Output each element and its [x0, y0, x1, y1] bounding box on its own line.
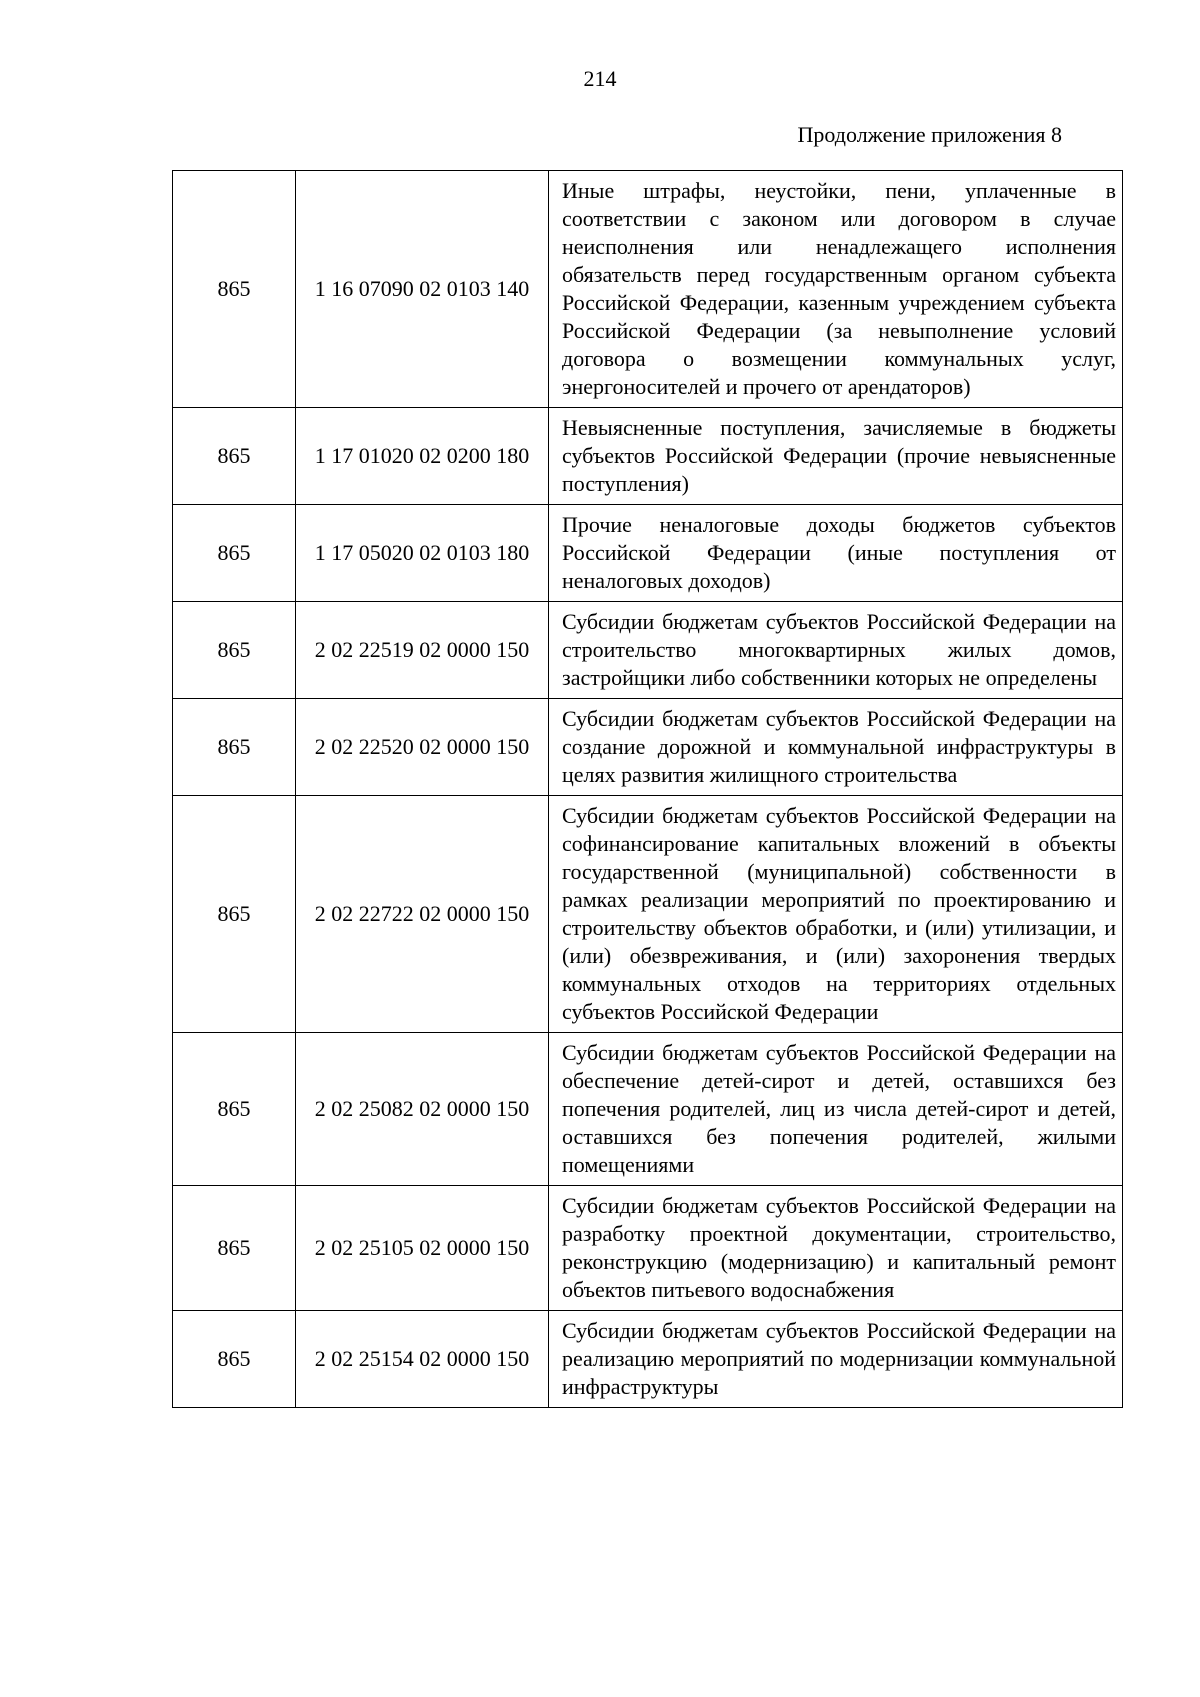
kbk-code-cell: 1 17 01020 02 0200 180 — [296, 408, 549, 505]
table-row — [173, 602, 1123, 699]
appendix-continuation-note: Продолжение приложения 8 — [797, 122, 1062, 147]
description-cell: Иные штрафы, неустойки, пени, уплаченные в соответствии с законом или договором в случае неисполнения или ненадлежащего исполнения обязательств перед государственным органом субъекта Российской Федерации, казенным учреждением субъекта Российской Федерации (за невыполнение условий договора о возмещении коммунальных услуг, энергоносителей и прочего от арендаторов) — [549, 171, 1123, 408]
description-cell: Субсидии бюджетам субъектов Российской Федерации на создание дорожной и коммунальной инфраструктуры в целях развития жилищного строительства — [549, 699, 1123, 796]
admin-code-cell: 865 — [173, 602, 296, 699]
description-cell: Субсидии бюджетам субъектов Российской Федерации на строительство многоквартирных жилых домов, застройщики либо собственники которых не определены — [549, 602, 1123, 699]
kbk-code-cell: 2 02 25105 02 0000 150 — [296, 1186, 549, 1311]
admin-code-cell: 865 — [173, 1311, 296, 1408]
admin-code-cell: 865 — [173, 408, 296, 505]
description-cell: Субсидии бюджетам субъектов Российской Федерации на обеспечение детей-сирот и детей, оставшихся без попечения родителей, лиц из числа детей-сирот и детей, оставшихся без попечения родителей, жилыми помещениями — [549, 1033, 1123, 1186]
kbk-code-cell: 2 02 25082 02 0000 150 — [296, 1033, 549, 1186]
table-row — [173, 1186, 1123, 1311]
table-row — [173, 171, 1123, 408]
table-row — [173, 1033, 1123, 1186]
table-row — [173, 1311, 1123, 1408]
description-cell: Невыясненные поступления, зачисляемые в бюджеты субъектов Российской Федерации (прочие невыясненные поступления) — [549, 408, 1123, 505]
description-cell: Прочие неналоговые доходы бюджетов субъектов Российской Федерации (иные поступления от неналоговых доходов) — [549, 505, 1123, 602]
kbk-code-cell: 2 02 22519 02 0000 150 — [296, 602, 549, 699]
page-number: 214 — [583, 66, 617, 91]
admin-code-cell: 865 — [173, 1033, 296, 1186]
kbk-code-cell: 2 02 22722 02 0000 150 — [296, 796, 549, 1033]
table-row — [173, 699, 1123, 796]
revenue-codes-table — [172, 170, 1123, 1408]
description-cell: Субсидии бюджетам субъектов Российской Федерации на разработку проектной документации, строительство, реконструкцию (модернизацию) и капитальный ремонт объектов питьевого водоснабжения — [549, 1186, 1123, 1311]
table-row — [173, 408, 1123, 505]
kbk-code-cell: 1 17 05020 02 0103 180 — [296, 505, 549, 602]
admin-code-cell: 865 — [173, 796, 296, 1033]
table-row — [173, 505, 1123, 602]
admin-code-cell: 865 — [173, 699, 296, 796]
description-cell: Субсидии бюджетам субъектов Российской Федерации на софинансирование капитальных вложений в объекты государственной (муниципальной) собственности в рамках реализации мероприятий по проектированию и строительству объектов обработки, и (или) утилизации, и (или) обезвреживания, и (или) захоронения твердых коммунальных отходов на территориях отдельных субъектов Российской Федерации — [549, 796, 1123, 1033]
kbk-code-cell: 2 02 25154 02 0000 150 — [296, 1311, 549, 1408]
kbk-code-cell: 1 16 07090 02 0103 140 — [296, 171, 549, 408]
kbk-code-cell: 2 02 22520 02 0000 150 — [296, 699, 549, 796]
description-cell: Субсидии бюджетам субъектов Российской Федерации на реализацию мероприятий по модернизации коммунальной инфраструктуры — [549, 1311, 1123, 1408]
admin-code-cell: 865 — [173, 505, 296, 602]
table-row — [173, 796, 1123, 1033]
admin-code-cell: 865 — [173, 171, 296, 408]
admin-code-cell: 865 — [173, 1186, 296, 1311]
